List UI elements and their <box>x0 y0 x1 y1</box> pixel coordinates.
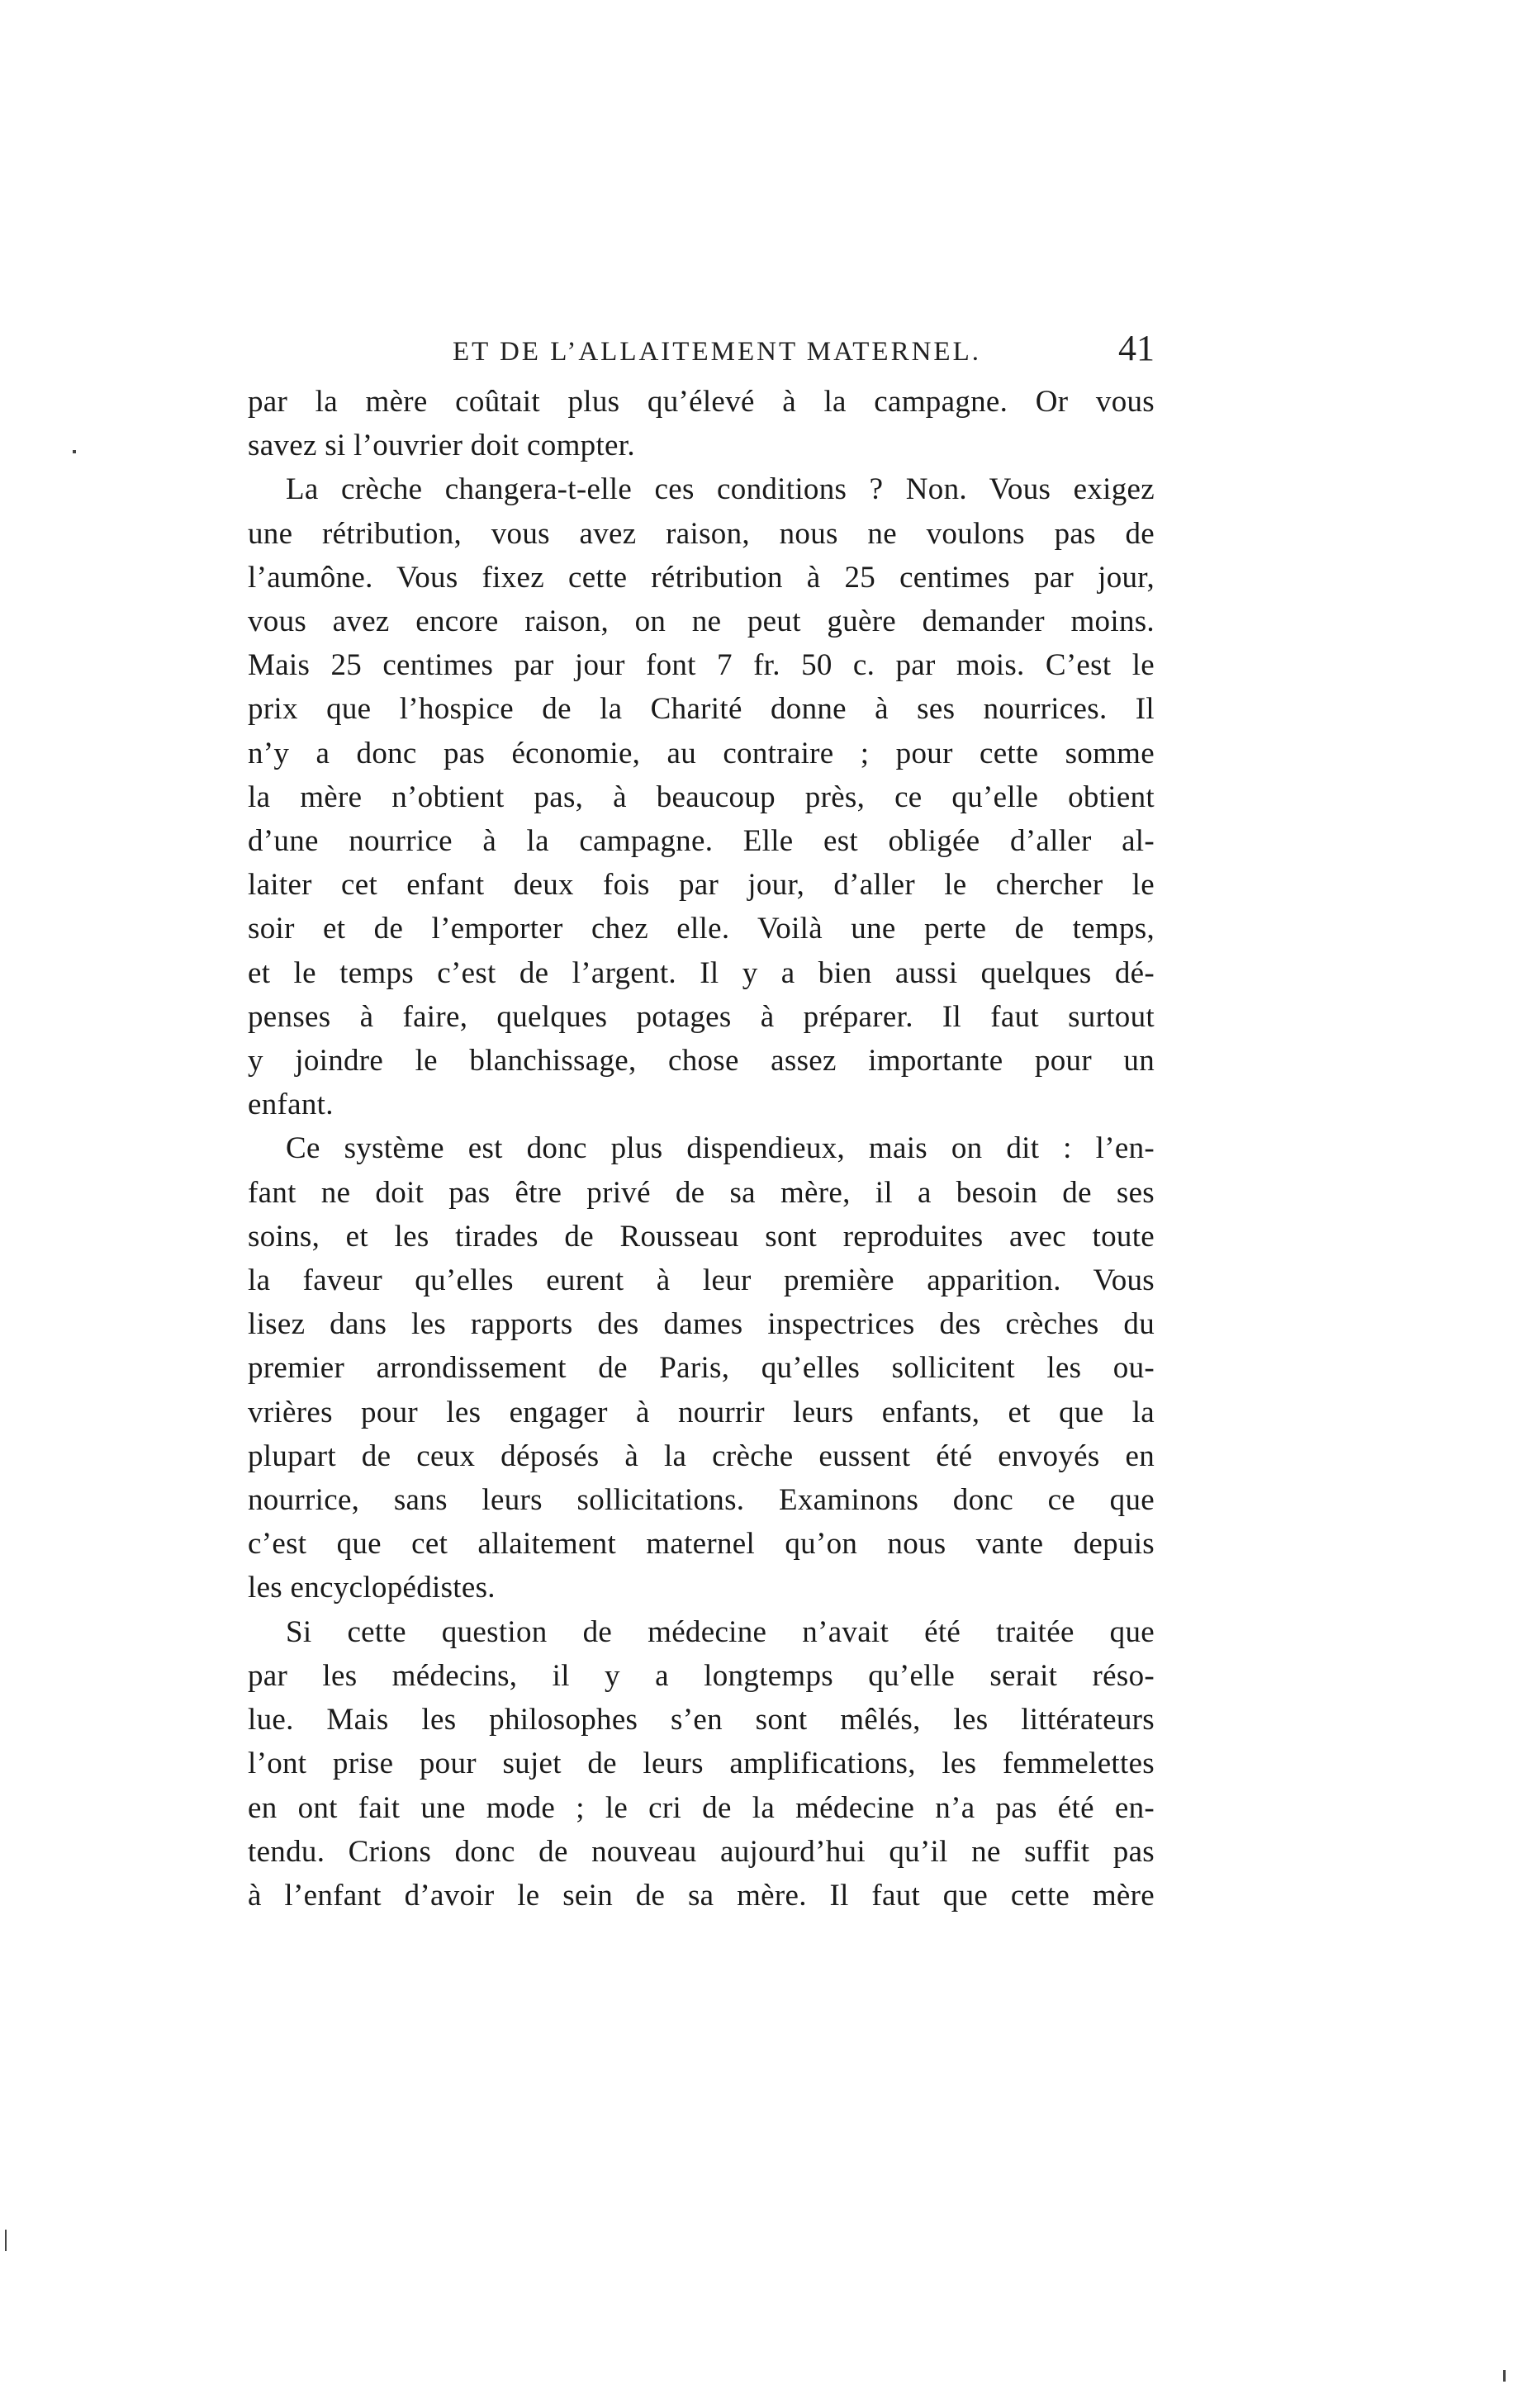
text-line: enfant. <box>248 1088 334 1122</box>
text-line: la mère n’obtient pas, à beaucoup près, ce qu’elle obtient <box>248 780 1155 814</box>
scan-speck <box>1503 2370 1506 2382</box>
text-line: d’une nourrice à la campagne. Elle est obligée d’aller al- <box>248 824 1155 859</box>
paragraph-1 <box>248 380 1155 467</box>
text-line: vous avez encore raison, on ne peut guère demander moins. <box>248 604 1155 639</box>
text-line: savez si l’ouvrier doit compter. <box>248 429 635 463</box>
text-line: nourrice, sans leurs sollicitations. Examinons donc ce que <box>248 1483 1155 1518</box>
text-line: par la mère coûtait plus qu’élevé à la campagne. Or vous <box>248 385 1155 419</box>
body-text <box>248 380 1155 1917</box>
text-line: lue. Mais les philosophes s’en sont mêlés, les littérateurs <box>248 1703 1155 1737</box>
text-line: les encyclopédistes. <box>248 1571 496 1605</box>
running-head <box>248 327 1155 377</box>
text-line: Ce système est donc plus dispendieux, mais on dit : l’en- <box>286 1131 1155 1166</box>
paragraph-3 <box>248 1126 1155 1609</box>
text-line: en ont fait une mode ; le cri de la médecine n’a pas été en- <box>248 1790 1155 1825</box>
text-line: y joindre le blanchissage, chose assez importante pour un <box>248 1044 1155 1078</box>
text-line: lisez dans les rapports des dames inspectrices des crèches du <box>248 1307 1155 1342</box>
text-line: une rétribution, vous avez raison, nous ne voulons pas de <box>248 516 1155 551</box>
text-line: la faveur qu’elles eurent à leur première apparition. Vous <box>248 1263 1155 1298</box>
text-line: Mais 25 centimes par jour font 7 fr. 50 c. par mois. C’est le <box>248 648 1155 683</box>
paragraph-4 <box>248 1610 1155 1917</box>
paragraph-2 <box>248 467 1155 1126</box>
text-line: premier arrondissement de Paris, qu’elles sollicitent les ou- <box>248 1351 1155 1386</box>
text-line: plupart de ceux déposés à la crèche eussent été envoyés en <box>248 1439 1155 1473</box>
text-line: n’y a donc pas économie, au contraire ; pour cette somme <box>248 736 1155 770</box>
text-line: La crèche changera-t-elle ces conditions ? Non. Vous exigez <box>286 472 1155 507</box>
running-title: ET DE L’ALLAITEMENT MATERNEL. <box>453 337 981 367</box>
scan-speck <box>73 450 76 453</box>
text-line: soins, et les tirades de Rousseau sont reproduites avec toute <box>248 1219 1155 1254</box>
text-line: Si cette question de médecine n’avait été traitée que <box>286 1614 1155 1649</box>
text-line: tendu. Crions donc de nouveau aujourd’hui qu’il ne suffit pas <box>248 1834 1155 1869</box>
text-line: et le temps c’est de l’argent. Il y a bien aussi quelques dé- <box>248 955 1155 990</box>
page-number: 41 <box>1118 328 1155 368</box>
text-line: laiter cet enfant deux fois par jour, d’aller le chercher le <box>248 868 1155 903</box>
text-line: l’ont prise pour sujet de leurs amplifications, les femmelettes <box>248 1747 1155 1781</box>
text-line: penses à faire, quelques potages à préparer. Il faut surtout <box>248 999 1155 1034</box>
text-line: fant ne doit pas être privé de sa mère, il a besoin de ses <box>248 1175 1155 1210</box>
scan-speck <box>5 2230 7 2251</box>
text-line: prix que l’hospice de la Charité donne à ses nourrices. Il <box>248 692 1155 727</box>
text-line: vrières pour les engager à nourrir leurs enfants, et que la <box>248 1395 1155 1429</box>
text-line: par les médecins, il y a longtemps qu’elle serait réso- <box>248 1658 1155 1693</box>
text-line: à l’enfant d’avoir le sein de sa mère. Il faut que cette mère <box>248 1878 1155 1913</box>
text-line: c’est que cet allaitement maternel qu’on nous vante depuis <box>248 1527 1155 1562</box>
text-line: soir et de l’emporter chez elle. Voilà une perte de temps, <box>248 912 1155 946</box>
text-line: l’aumône. Vous fixez cette rétribution à 25 centimes par jour, <box>248 560 1155 595</box>
